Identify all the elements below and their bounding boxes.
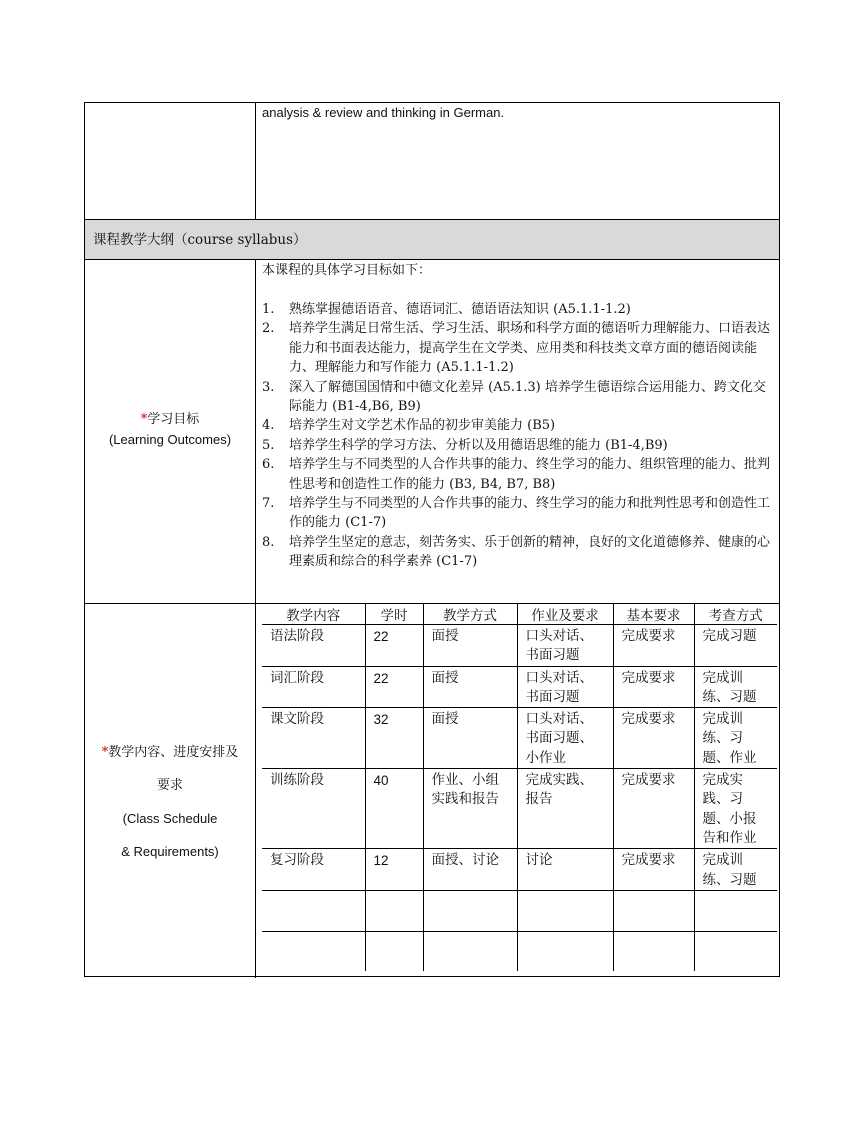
learning-outcome-item: 3. 深入了解德国国情和中德文化差异 (A5.1.3) 培养学生德语综合运用能力、跨文化交际能力 (B1-4,B6, B9) bbox=[262, 379, 766, 415]
cell-hours: 40 bbox=[365, 769, 423, 849]
cell-homework: 口头对话、书面习题 bbox=[517, 666, 613, 708]
cell-method bbox=[423, 931, 517, 971]
schedule-content-cell bbox=[256, 604, 779, 978]
cell-hours: 22 bbox=[365, 666, 423, 708]
section-header: 课程教学大纲（course syllabus） bbox=[93, 232, 307, 248]
cell-homework: 讨论 bbox=[517, 849, 613, 891]
section-header-row bbox=[85, 220, 779, 260]
cell-assessment: 完成实践、习题、小报告和作业 bbox=[694, 769, 777, 849]
learning-outcomes-row bbox=[85, 260, 779, 604]
cell-method: 作业、小组实践和报告 bbox=[423, 769, 517, 849]
cell-content bbox=[262, 890, 365, 931]
cell-hours bbox=[365, 931, 423, 971]
col-header-homework: 作业及要求 bbox=[517, 604, 613, 625]
table-row bbox=[262, 769, 777, 849]
cell-homework bbox=[517, 931, 613, 971]
intro-content-cell bbox=[256, 103, 779, 219]
cell-assessment: 完成习题 bbox=[694, 625, 777, 667]
schedule-label-cell bbox=[85, 604, 256, 978]
cell-hours bbox=[365, 890, 423, 931]
schedule-label bbox=[85, 736, 255, 868]
learning-outcomes-content-cell bbox=[256, 260, 779, 603]
learning-outcomes-intro: 本课程的具体学习目标如下： bbox=[262, 263, 432, 278]
cell-basic-req bbox=[613, 890, 694, 931]
cell-basic-req bbox=[613, 931, 694, 971]
schedule-row bbox=[85, 604, 779, 978]
cell-hours: 12 bbox=[365, 849, 423, 891]
schedule-table bbox=[262, 604, 777, 941]
cell-content: 词汇阶段 bbox=[262, 666, 365, 708]
learning-outcome-item: 2. 培养学生满足日常生活、学习生活、职场和科学方面的德语听力理解能力、口语表达能力和书面表达能力，提高学生在文学类、应用类和科技类文章方面的德语阅读能力、理解能力和写作能力 (A5.1.1-1.2) bbox=[262, 321, 771, 376]
col-header-hours: 学时 bbox=[365, 604, 423, 625]
cell-content: 课文阶段 bbox=[262, 708, 365, 769]
cell-homework: 口头对话、书面习题 bbox=[517, 625, 613, 667]
learning-outcomes-label-cn: 学习目标 bbox=[147, 412, 200, 427]
cell-hours: 32 bbox=[365, 708, 423, 769]
learning-outcome-item: 1. 熟练掌握德语语音、德语词汇、德语语法知识 (A5.1.1-1.2) bbox=[262, 302, 631, 317]
cell-homework: 口头对话、书面习题、小作业 bbox=[517, 708, 613, 769]
schedule-label-cn-1: 教学内容、进度安排及 bbox=[108, 745, 239, 760]
cell-method: 面授 bbox=[423, 708, 517, 769]
required-marker: * bbox=[101, 745, 109, 760]
learning-outcomes-list bbox=[262, 300, 773, 572]
cell-content: 复习阶段 bbox=[262, 849, 365, 891]
table-row bbox=[262, 708, 777, 769]
cell-assessment bbox=[694, 931, 777, 971]
cell-homework bbox=[517, 890, 613, 931]
cell-basic-req: 完成要求 bbox=[613, 708, 694, 769]
learning-outcomes-label-en: (Learning Outcomes) bbox=[108, 432, 232, 447]
cell-assessment bbox=[694, 890, 777, 931]
cell-assessment: 完成训练、习题 bbox=[694, 666, 777, 708]
cell-basic-req: 完成要求 bbox=[613, 666, 694, 708]
learning-outcome-item: 4. 培养学生对文学艺术作品的初步审美能力 (B5) bbox=[262, 418, 556, 434]
schedule-header-row bbox=[262, 604, 777, 625]
cell-content: 训练阶段 bbox=[262, 769, 365, 849]
table-row bbox=[262, 849, 777, 891]
cell-basic-req: 完成要求 bbox=[613, 625, 694, 667]
col-header-basic-req: 基本要求 bbox=[613, 604, 694, 625]
table-row bbox=[262, 890, 777, 931]
learning-outcome-item: 5. 培养学生科学的学习方法、分析以及用德语思维的能力 (B1-4,B9) bbox=[262, 437, 668, 453]
col-header-method: 教学方式 bbox=[423, 604, 517, 625]
intro-label-cell bbox=[85, 103, 256, 219]
schedule-label-en-1: (Class Schedule bbox=[122, 811, 218, 826]
table-row bbox=[262, 931, 777, 971]
col-header-content: 教学内容 bbox=[262, 604, 365, 625]
cell-assessment: 完成训练、习题、作业 bbox=[694, 708, 777, 769]
learning-outcome-item: 7. 培养学生与不同类型的人合作共事的能力、终生学习的能力和批判性思考和创造性工作的能力 (C1-7) bbox=[262, 496, 771, 531]
learning-outcomes-label-cell bbox=[85, 260, 256, 603]
cell-method: 面授 bbox=[423, 625, 517, 667]
cell-method: 面授、讨论 bbox=[423, 849, 517, 891]
cell-content bbox=[262, 931, 365, 971]
intro-row bbox=[85, 103, 779, 220]
cell-method: 面授 bbox=[423, 666, 517, 708]
intro-text: analysis & review and thinking in German. bbox=[262, 105, 505, 120]
cell-assessment: 完成训练、习题 bbox=[694, 849, 777, 891]
cell-basic-req: 完成要求 bbox=[613, 769, 694, 849]
syllabus-table bbox=[84, 102, 780, 977]
cell-method bbox=[423, 890, 517, 931]
required-marker: * bbox=[140, 412, 148, 427]
schedule-label-cn-2: 要求 bbox=[156, 778, 183, 793]
cell-basic-req: 完成要求 bbox=[613, 849, 694, 891]
cell-content: 语法阶段 bbox=[262, 625, 365, 667]
table-row bbox=[262, 666, 777, 708]
cell-hours: 22 bbox=[365, 625, 423, 667]
learning-outcomes-label bbox=[85, 410, 255, 450]
learning-outcome-item: 6. 培养学生与不同类型的人合作共事的能力、终生学习的能力、组织管理的能力、批判性思考和创造性工作的能力 (B3, B4, B7, B8) bbox=[262, 457, 771, 492]
cell-homework: 完成实践、报告 bbox=[517, 769, 613, 849]
schedule-label-en-2: & Requirements) bbox=[121, 844, 219, 859]
col-header-assessment: 考查方式 bbox=[694, 604, 777, 625]
table-row bbox=[262, 625, 777, 667]
learning-outcome-item: 8. 培养学生坚定的意志，刻苦务实、乐于创新的精神，良好的文化道德修养、健康的心理素质和综合的科学素养 (C1-7) bbox=[262, 534, 771, 570]
